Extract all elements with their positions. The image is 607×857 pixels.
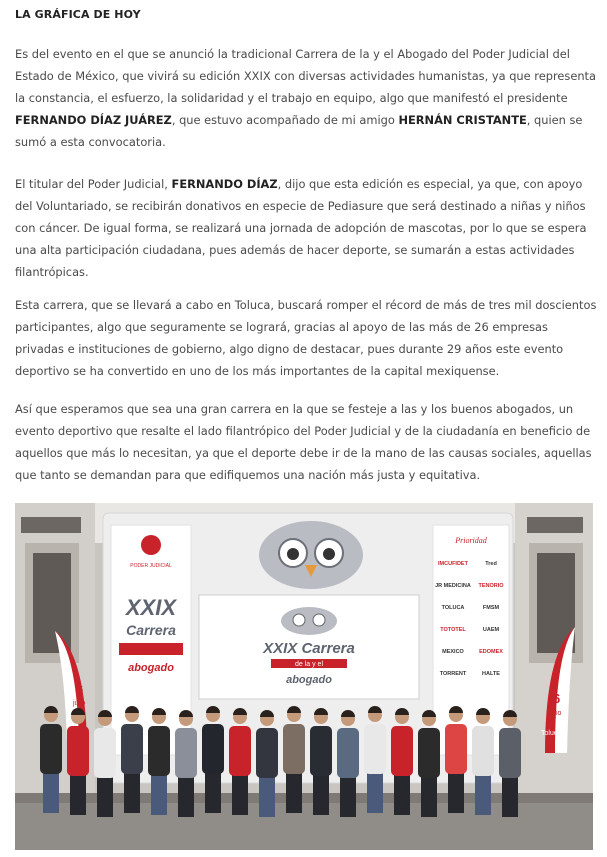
stage-screen: [199, 595, 419, 699]
sponsor-logo: TOLUCA: [441, 605, 465, 611]
paragraph-text: , quien se sumó a esta convocatoria.: [15, 113, 583, 149]
flag-city: Toluca: [541, 730, 562, 737]
paragraph-text: , dijo que esta edición es especial, ya que, con apoyo del Voluntariado, se recibirán donativos en especie de Pediasure que será destinado a niñas y niños con cáncer. De igual forma, se realizará una jornada de adopción de mascotas, por lo que se espera una alta participación ciudadana, pues además de hacer deporte, se sumarán a estas actividades filantrópicas.: [15, 177, 587, 279]
screen-title: XXIX Carrera: [263, 640, 355, 657]
paragraph-text: Así que esperamos que sea una gran carrera en la que se festeje a las y los buenos abogados, un evento deportivo que resalte el lado filantrópico del Poder Judicial y de la ciudadanía en beneficio de aquellos que más lo necesitan, ya que el deporte debe ir de la mano de las causas sociales, aquellas que tanto se demandan para que edifiquemos una nación más justa y equitativa.: [15, 402, 592, 482]
paragraph-text: Es del evento en el que se anunció la tradicional Carrera de la y el Abogado del Poder Judicial del Estado de México, que vivirá su edición XXIX con diversas actividades humanistas, ya que representa la constancia, el esfuerzo, la solidaridad y el trabajo en equipo, algo que manifestó el presidente: [15, 47, 596, 105]
flag-month: julio: [73, 700, 86, 707]
paragraph-text: Esta carrera, que se llevará a cabo en Toluca, buscará romper el récord de más de tres mil doscientos participantes, algo que seguramente se logrará, gracias al apoyo de las más de 26 empresas privadas e instituciones de gobierno, algo digno de destacar, pues durante 29 años este evento deportivo se ha convertido en uno de los más importantes de la capital mexiquense.: [15, 298, 597, 378]
sponsor-logo: FMSM: [482, 605, 500, 611]
flag-month-right: julio: [549, 710, 562, 717]
sponsor-logo: TOTOTEL: [440, 627, 466, 633]
sponsor-logo: MEXICO: [442, 649, 464, 655]
banner-edition: XXIX: [125, 595, 177, 620]
left-banner: [111, 525, 191, 755]
owl-mascot: [259, 521, 363, 589]
paragraph: [15, 398, 597, 486]
bold-name: HERNÁN CRISTANTE: [398, 113, 527, 127]
flag-day: 6: [77, 684, 84, 696]
banner-carrera: Carrera: [126, 622, 176, 638]
paragraph: [15, 173, 597, 283]
sponsor-logo: JR MEDICINA: [435, 583, 471, 589]
sponsor-logo: Tred: [485, 561, 497, 567]
paragraph-text: , que estuvo acompañado de mi amigo: [171, 113, 399, 127]
sponsor-logo: TORRENT: [439, 671, 467, 677]
sponsor-header: Prioridad: [455, 536, 487, 545]
banner-abogado: abogado: [128, 662, 174, 674]
paragraph-text: El titular del Poder Judicial,: [15, 177, 172, 191]
sponsor-logo: UAEM: [482, 627, 500, 633]
sponsor-logo: EDOMEX: [479, 649, 503, 655]
sponsor-logo: IMCUFIDET: [438, 561, 468, 567]
sponsor-logo: HALTE: [482, 671, 500, 677]
screen-tagline: abogado: [286, 674, 332, 686]
screen-subtitle: de la y el: [294, 661, 324, 668]
event-photo: [15, 503, 593, 850]
article-heading: LA GRÁFICA DE HOY: [15, 8, 141, 21]
paragraph: [15, 43, 597, 153]
flag-day-right: 6: [553, 691, 561, 706]
bold-name: FERNANDO DÍAZ: [171, 177, 278, 191]
sponsor-logo: TENORIO: [478, 583, 504, 589]
bold-name: FERNANDO DÍAZ JUÁREZ: [15, 113, 172, 127]
banner-org: PODER JUDICIAL: [130, 563, 172, 569]
sponsor-banner: [433, 525, 509, 755]
paragraph: [15, 294, 597, 382]
